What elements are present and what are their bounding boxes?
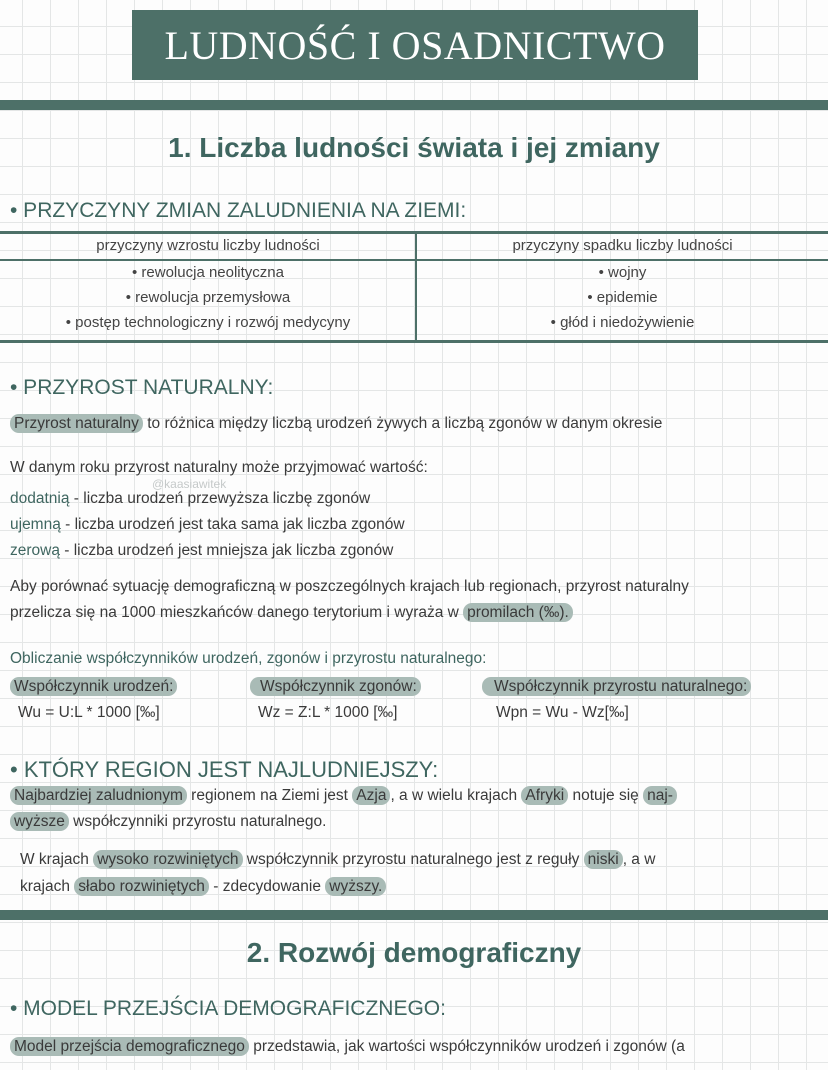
highlighted-term: naj- [643, 786, 677, 805]
formula: Wz = Z:L * 1000 [‰] [258, 704, 398, 721]
text-line [20, 878, 386, 896]
text-line [10, 415, 662, 433]
text-segment: Obliczanie współczynników urodzeń, zgonów i przyrostu naturalnego: [10, 650, 487, 667]
subheading-region: • KTÓRY REGION JEST NAJLUDNIEJSZY: [10, 757, 439, 782]
highlighted-term: niski [584, 850, 623, 869]
text-line [10, 1038, 685, 1056]
formula-label: Współczynnik urodzeń: [10, 677, 177, 696]
text-segment: przelicza się na 1000 mieszkańców danego terytorium i wyraża w [10, 604, 464, 621]
watermark: @kaasiawitek [152, 477, 227, 491]
highlighted-term: promilach (‰). [463, 603, 573, 622]
section-heading: 1. Liczba ludności świata i jej zmiany [168, 132, 660, 163]
text-segment: - liczba urodzeń jest taka sama jak liczba zgonów [60, 516, 405, 533]
text-segment: współczynniki przyrostu naturalnego. [68, 813, 327, 830]
table-header-divider [0, 259, 828, 261]
table-cell: • głód i niedożywienie [550, 314, 695, 331]
formula-zgonow [250, 678, 421, 722]
subheading-causes: • PRZYCZYNY ZMIAN ZALUDNIENIA NA ZIEMI: [10, 199, 467, 222]
text-segment: - liczba urodzeń przewyższa liczbę zgonów [69, 490, 371, 507]
page-title: LUDNOŚĆ I OSADNICTWO [132, 10, 698, 80]
formula-label: Współczynnik przyrostu naturalnego: [482, 677, 751, 696]
text-line [10, 516, 405, 534]
highlighted-term: wysoko rozwiniętych [93, 850, 242, 869]
table-cell: • wojny [598, 264, 647, 281]
highlighted-term: Azja [352, 786, 390, 805]
text-line [20, 851, 655, 869]
text-segment: notuje się [568, 787, 644, 804]
highlighted-term: wyższe [10, 812, 69, 831]
table-header-growth: przyczyny wzrostu liczby ludności [96, 237, 320, 254]
divider [0, 910, 828, 920]
text-line [10, 604, 573, 622]
text-line [10, 578, 689, 596]
text-line [10, 813, 326, 831]
text-segment: zerową [10, 542, 60, 559]
divider [0, 100, 828, 110]
text-line [10, 459, 428, 477]
section-heading: 2. Rozwój demograficzny [246, 937, 582, 968]
text-segment: regionem na Ziemi jest [186, 787, 353, 804]
text-segment: Aby porównać sytuację demograficzną w poszczególnych krajach lub regionach, przyrost naturalny [10, 578, 689, 595]
text-segment: przedstawia, jak wartości współczynników urodzeń i zgonów (a [248, 1038, 685, 1055]
formula: Wu = U:L * 1000 [‰] [18, 704, 160, 721]
table-cell: • rewolucja neolityczna [132, 264, 284, 281]
text-segment: współczynnik przyrostu naturalnego jest z reguły [242, 851, 584, 868]
table-border-bottom [0, 340, 828, 343]
text-segment: , a w [622, 851, 656, 868]
text-segment: to różnica między liczbą urodzeń żywych a liczbą zgonów w danym okresie [142, 415, 663, 432]
text-line [10, 787, 677, 805]
subheading-growth: • PRZYROST NATURALNY: [10, 376, 274, 399]
formula-label: Współczynnik zgonów: [250, 677, 421, 696]
highlighted-term: Model przejścia demograficznego [10, 1037, 249, 1056]
table-cell: • postęp technologiczny i rozwój medycyny [65, 314, 351, 331]
table-cell: • epidemie [587, 289, 658, 306]
text-segment: ujemną [10, 516, 61, 533]
highlighted-term: Najbardziej zaludnionym [10, 786, 187, 805]
table-border-top [0, 231, 828, 234]
text-line [10, 650, 486, 668]
formula-urodzen [10, 678, 177, 722]
formula-przyrostu [482, 678, 751, 722]
highlighted-term: Przyrost naturalny [10, 414, 143, 433]
text-line [10, 542, 393, 560]
formula: Wpn = Wu - Wz[‰] [496, 704, 629, 721]
highlighted-term: słabo rozwiniętych [74, 877, 209, 896]
text-segment: - zdecydowanie [208, 878, 326, 895]
highlighted-term: Afryki [521, 786, 568, 805]
table-cell: • rewolucja przemysłowa [125, 289, 291, 306]
text-segment: W danym roku przyrost naturalny może przyjmować wartość: [10, 459, 428, 476]
highlighted-term: wyższy. [325, 877, 386, 896]
text-segment: - liczba urodzeń jest mniejsza jak liczba zgonów [59, 542, 394, 559]
text-segment: dodatnią [10, 490, 70, 507]
text-segment: krajach [20, 878, 75, 895]
text-segment: W krajach [20, 851, 94, 868]
text-segment: , a w wielu krajach [390, 787, 522, 804]
text-line [10, 490, 370, 508]
table-header-decline: przyczyny spadku liczby ludności [512, 237, 733, 254]
subheading-model: • MODEL PRZEJŚCIA DEMOGRAFICZNEGO: [10, 997, 446, 1020]
